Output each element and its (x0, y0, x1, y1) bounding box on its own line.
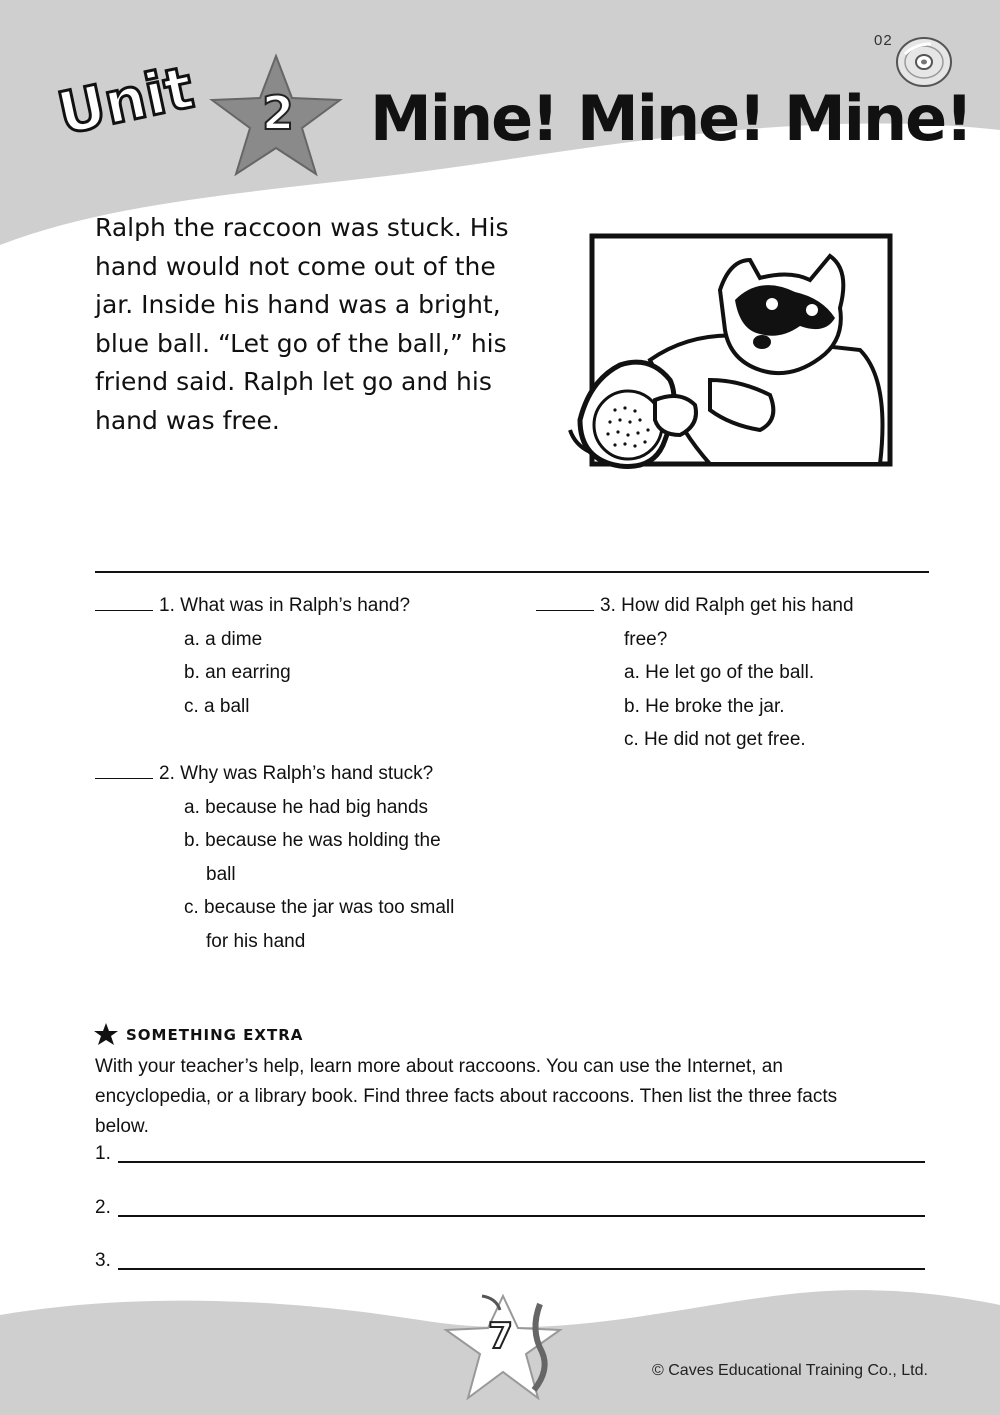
question-number: 2. (159, 763, 175, 784)
story-line: blue ball. “Let go of the ball,” his (95, 328, 507, 358)
question-3 (536, 589, 936, 757)
copyright-text: © Caves Educational Training Co., Ltd. (652, 1362, 928, 1379)
question-1 (95, 589, 495, 723)
page-number: 7 (488, 1316, 514, 1357)
answer-blank[interactable] (536, 594, 594, 611)
answer-option-continued: ball (206, 863, 236, 885)
story-text (95, 209, 535, 441)
question-number: 3. (600, 595, 616, 616)
question-text-continued: free? (624, 628, 668, 650)
instruction-line: below. (95, 1116, 149, 1137)
question-row (95, 757, 515, 791)
unit-label: Unit (51, 53, 200, 148)
raccoon-illustration (560, 230, 900, 470)
question-number: 1. (159, 595, 175, 616)
answer-option: a. a dime (184, 628, 263, 650)
story-line: hand was free. (95, 405, 280, 435)
fact-answer-line[interactable] (118, 1161, 925, 1163)
unit-number: 2 (261, 86, 294, 140)
instruction-line: With your teacher’s help, learn more about raccoons. You can use the Internet, an (95, 1056, 783, 1077)
answer-option-continued: for his hand (206, 930, 306, 952)
answer-option: b. an earring (184, 662, 291, 684)
page-title: Mine! Mine! Mine! (370, 82, 972, 155)
story-line: jar. Inside his hand was a bright, (95, 290, 501, 320)
answer-option: b. because he was holding the (184, 830, 441, 852)
instruction-line: encyclopedia, or a library book. Find three facts about raccoons. Then list the three facts (95, 1086, 838, 1107)
story-line: hand would not come out of the (95, 251, 496, 281)
story-line: friend said. Ralph let go and his (95, 367, 492, 397)
something-extra-instructions (95, 1052, 925, 1142)
track-number: 02 (874, 32, 893, 49)
answer-option: c. He did not get free. (624, 729, 806, 751)
answer-option: b. He broke the jar. (624, 695, 785, 717)
answer-option: a. He let go of the ball. (624, 662, 815, 684)
question-text: Why was Ralph’s hand stuck? (180, 763, 434, 784)
question-row (536, 589, 936, 623)
fact-answer-line[interactable] (118, 1268, 925, 1270)
answer-blank[interactable] (95, 762, 153, 779)
star-bullet-icon (94, 1023, 118, 1045)
story-line: Ralph the raccoon was stuck. His (95, 213, 509, 242)
answer-option: c. a ball (184, 695, 250, 717)
section-divider (95, 571, 929, 573)
cd-icon[interactable] (895, 36, 953, 88)
question-text: What was in Ralph’s hand? (180, 595, 411, 616)
fact-label: 3. (95, 1250, 111, 1271)
answer-option: c. because the jar was too small (184, 897, 455, 919)
question-row (95, 589, 495, 623)
answer-blank[interactable] (95, 594, 153, 611)
question-text: How did Ralph get his hand (621, 595, 854, 616)
question-2 (95, 757, 515, 959)
something-extra-heading: SOMETHING EXTRA (126, 1026, 304, 1044)
answer-option: a. because he had big hands (184, 796, 429, 818)
fact-label: 1. (95, 1143, 111, 1164)
fact-answer-line[interactable] (118, 1215, 925, 1217)
fact-label: 2. (95, 1197, 111, 1218)
